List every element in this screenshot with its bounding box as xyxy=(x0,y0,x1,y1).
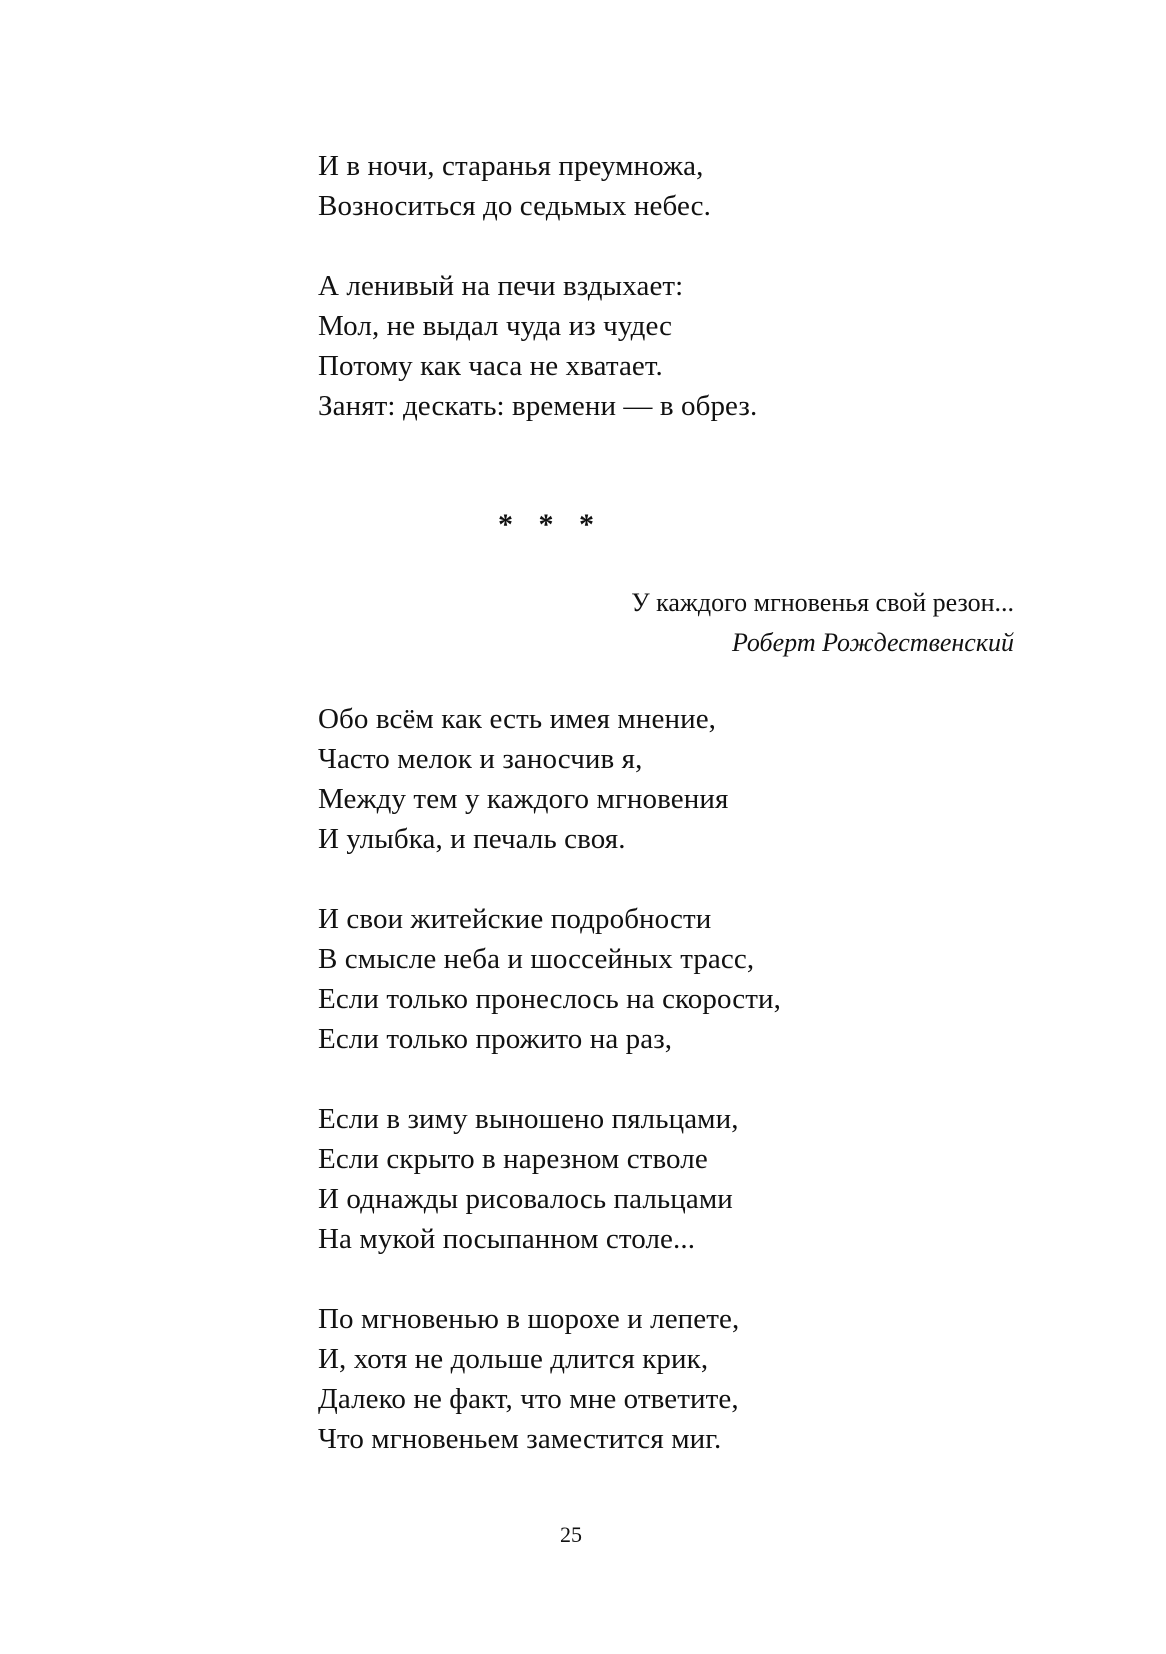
poem-line: Если скрыто в нарезном стволе xyxy=(318,1143,708,1175)
poem-line: Далеко не факт, что мне ответите, xyxy=(318,1383,739,1415)
poem-line: И свои житейские подробности xyxy=(318,903,712,935)
poem-line: И однажды рисовалось пальцами xyxy=(318,1183,733,1215)
poem-line: Возноситься до седьмых небес. xyxy=(318,190,711,222)
previous-poem-ending xyxy=(318,146,757,426)
poem xyxy=(318,699,781,1459)
stanza xyxy=(318,146,757,226)
epigraph-quote: У каждого мгновенья свой резон... xyxy=(631,588,1014,617)
poem-line: Если в зиму выношено пяльцами, xyxy=(318,1103,739,1135)
epigraph-author: Роберт Рождественский xyxy=(731,628,1014,657)
poem-line: Потому как часа не хватает. xyxy=(318,350,663,382)
epigraph xyxy=(631,583,1014,663)
poem-line: И улыбка, и печаль своя. xyxy=(318,823,626,855)
poem-line: По мгновенью в шорохе и лепете, xyxy=(318,1303,740,1335)
stanza xyxy=(318,1299,781,1459)
poem-line: Что мгновеньем заместится миг. xyxy=(318,1423,722,1455)
poem-line: Обо всём как есть имея мнение, xyxy=(318,703,717,735)
stanza xyxy=(318,266,757,426)
poem-line: Если только пронеслось на скорости, xyxy=(318,983,782,1015)
poem-line: На мукой посыпанном столе... xyxy=(318,1223,696,1255)
page-number: 25 xyxy=(560,1522,582,1547)
stanza xyxy=(318,699,781,859)
stanza xyxy=(318,1099,781,1259)
poem-line: Если только прожито на раз, xyxy=(318,1023,673,1055)
poem-line: Занят: дескать: времени — в обрез. xyxy=(318,390,758,422)
poem-line: Часто мелок и заносчив я, xyxy=(318,743,643,775)
poem-line: В смысле неба и шоссейных трасс, xyxy=(318,943,755,975)
poem-line: А ленивый на печи вздыхает: xyxy=(318,270,684,302)
poem-line: И в ночи, старанья преумножа, xyxy=(318,150,704,182)
section-separator: * * * xyxy=(498,508,594,541)
stanza xyxy=(318,899,781,1059)
poem-line: Мол, не выдал чуда из чудес xyxy=(318,310,673,342)
poem-line: Между тем у каждого мгновения xyxy=(318,783,729,815)
poem-line: И, хотя не дольше длится крик, xyxy=(318,1343,709,1375)
